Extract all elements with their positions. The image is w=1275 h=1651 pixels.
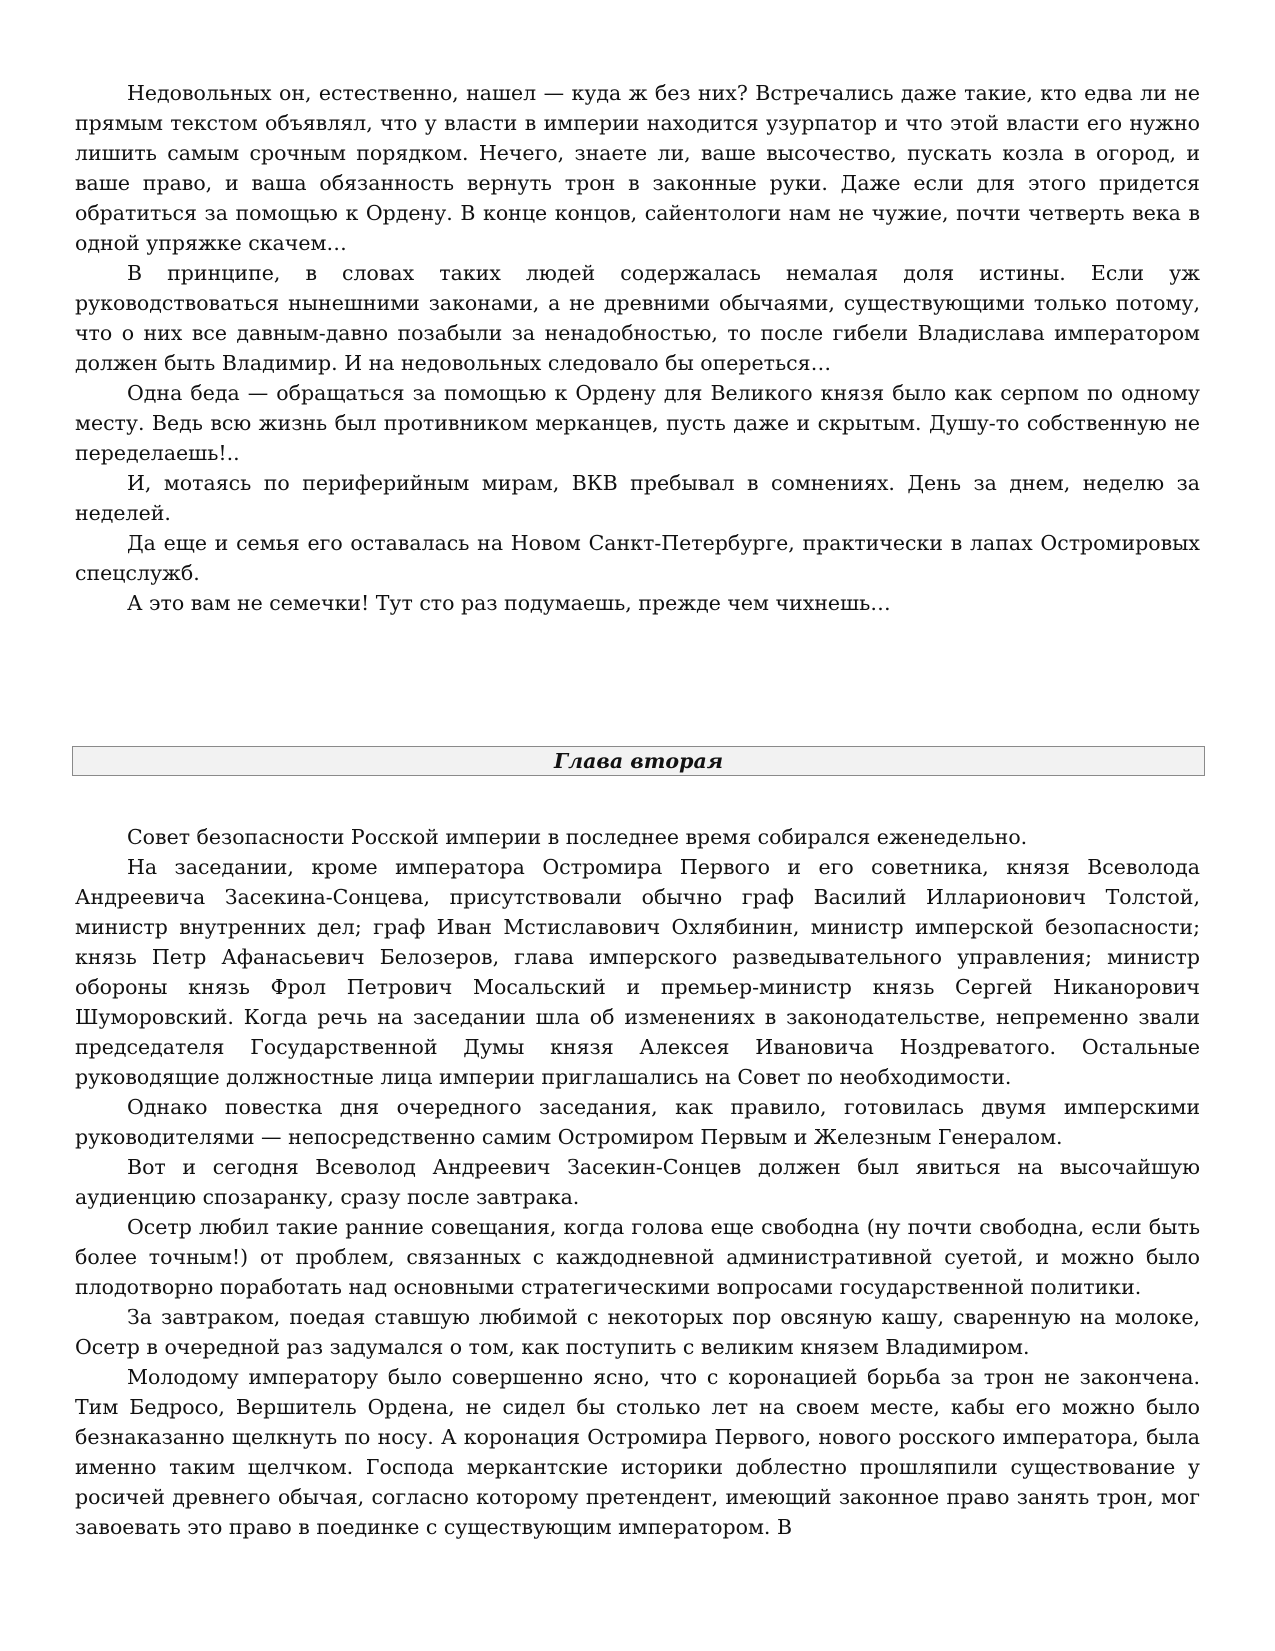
paragraph: А это вам не семечки! Тут сто раз подумаешь, прежде чем чихнешь… xyxy=(127,591,891,615)
paragraph: Недовольных он, естественно, нашел — куда ж без них? Встречались даже такие, кто едва ли не прямым текстом объявлял, что у власти в империи находится узурпатор и что этой власти его нужно лишить самым срочным порядком. Нечего, знаете ли, ваше высочество, пускать козла в огород, и ваше право, и ваша обязанность вернуть трон в законные руки. Даже если для этого придется обратиться за помощью к Ордену. В конце концов, сайентологи нам не чужие, почти четверть века в одной упряжке скачем… xyxy=(75,81,1200,255)
paragraph: Однако повестка дня очередного заседания, как правило, готовилась двумя имперскими руководителями — непосредственно самим Остромиром Первым и Железным Генералом. xyxy=(75,1095,1200,1149)
paragraph: И, мотаясь по периферийным мирам, ВКВ пребывал в сомнениях. День за днем, неделю за неделей. xyxy=(75,471,1200,525)
paragraph: Молодому императору было совершенно ясно, что с коронацией борьба за трон не закончена. Тим Бедросо, Вершитель Ордена, не сидел бы столько лет на своем месте, кабы его можно было безнаказанно щелкнуть по носу. А коронация Остромира Первого, нового росского императора, была именно таким щелчком. Господа меркантские историки доблестно прошляпили существование у росичей древнего обычая, согласно которому претендент, имеющий законное право занять трон, мог завоевать это право в поединке с существующим императором. В xyxy=(75,1365,1200,1539)
paragraph: На заседании, кроме императора Остромира Первого и его советника, князя Всеволода Андреевича Засекина-Сонцева, присутствовали обычно граф Василий Илларионович Толстой, министр внутренних дел; граф Иван Мстиславович Охлябинин, министр имперской безопасности; князь Петр Афанасьевич Белозеров, глава имперского разведывательного управления; министр обороны князь Фрол Петрович Мосальский и премьер-министр князь Сергей Никанорович Шуморовский. Когда речь на заседании шла об изменениях в законодательстве, непременно звали председателя Государственной Думы князя Алексея Ивановича Ноздреватого. Остальные руководящие должностные лица империи приглашались на Совет по необходимости. xyxy=(75,855,1200,1089)
paragraph: В принципе, в словах таких людей содержалась немалая доля истины. Если уж руководствоваться нынешними законами, а не древними обычаями, существующими только потому, что о них все давным-давно позабыли за ненадобностью, то после гибели Владислава императором должен быть Владимир. И на недовольных следовало бы опереться… xyxy=(75,261,1200,375)
paragraph: За завтраком, поедая ставшую любимой с некоторых пор овсяную кашу, сваренную на молоке, Осетр в очередной раз задумался о том, как поступить с великим князем Владимиром. xyxy=(75,1305,1200,1359)
paragraph: Совет безопасности Росской империи в последнее время собирался еженедельно. xyxy=(127,825,1028,849)
paragraph: Одна беда — обращаться за помощью к Ордену для Великого князя было как серпом по одному месту. Ведь всю жизнь был противником мерканцев, пусть даже и скрытым. Душу-то собственную не переделаешь!.. xyxy=(75,381,1200,465)
text-section-chapter-two xyxy=(75,822,1200,1542)
chapter-title: Глава вторая xyxy=(553,749,724,773)
paragraph: Вот и сегодня Всеволод Андреевич Засекин-Сонцев должен был явиться на высочайшую аудиенцию спозаранку, сразу после завтрака. xyxy=(75,1155,1200,1209)
chapter-heading-box xyxy=(72,746,1205,776)
paragraph: Да еще и семья его оставалась на Новом Санкт-Петербурге, практически в лапах Остромировых спецслужб. xyxy=(75,531,1200,585)
text-section-previous-chapter-ending xyxy=(75,78,1200,618)
paragraph: Осетр любил такие ранние совещания, когда голова еще свободна (ну почти свободна, если быть более точным!) от проблем, связанных с каждодневной административной суетой, и можно было плодотворно поработать над основными стратегическими вопросами государственной политики. xyxy=(75,1215,1200,1299)
